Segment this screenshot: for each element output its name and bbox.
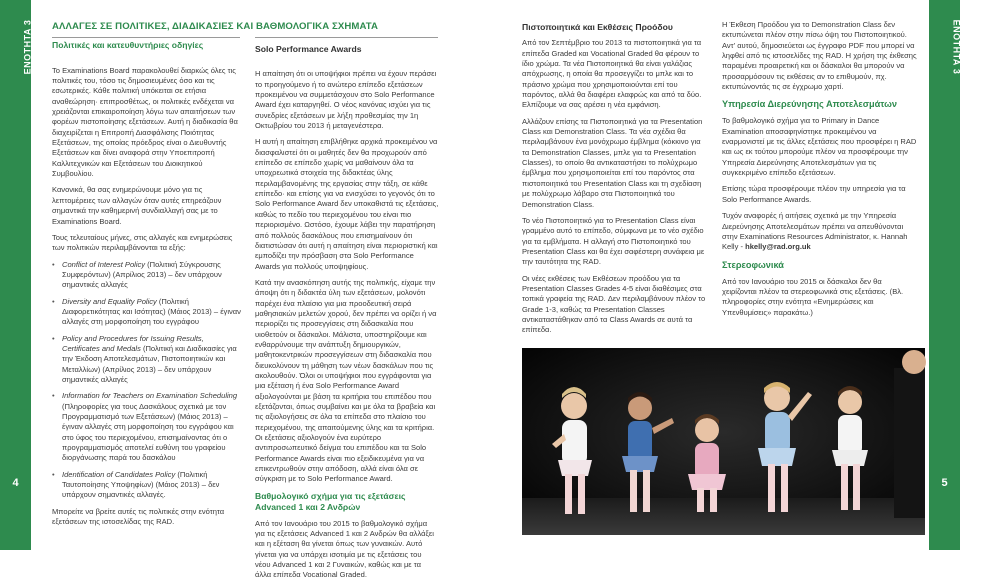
list-item: • Policy and Procedures for Issuing Results, Certificates and Medals (Πολιτική και Διαδικασίες για την Έκδοση Αποτελεσμάτων, Πιστοποιητικών και Μεταλλίων) (Απρίλιος 2013) – δεν υπάρχουν σημαντικές αλλαγές xyxy=(52,334,242,386)
paragraph: Οι νέες εκθέσεις των Εκθέσεων προόδου για τα Presentation Classes Grades 4-5 είναι διαθέσιμες στα τοπικά γραφεία της RAD. Δεν περιλαμβάνουν πλέον το Grade 1-3, καθώς τα Presentation Classes αντικαταστάθηκαν από τα Class Awards σε αυτά τα επίπεδα. xyxy=(522,273,706,335)
list-item: • Information for Teachers on Examination Scheduling (Πληροφορίες για τους Δασκάλους σχετικά με τον Προγραμματισμό των Εξετάσεων) (Μάιος 2013) – έγιναν αλλαγές στη μορφοποίηση του εγγράφου και στο ύφος του περιεχομένου, επισημαίνοντας ότι ο προγραμματισμός αποτελεί ευθύνη του γραφείου διοργάνωσης παρά του δασκάλου xyxy=(52,391,242,463)
paragraph: Η Έκθεση Προόδου για το Demonstration Class δεν εκτυπώνεται πλέον στην πίσω όψη του Πιστοποιητικού. Αντ' αυτού, δημοσιεύεται ως έγγραφο PDF που μπορεί να ληφθεί από τις ιστοσελίδες της RAD. Η χρήση της έκθεσης παραμένει προαιρετική και οι δάσκαλοι θα μπορούν να προσαρμόσουν τις εκθέσεις αν το επιθυμούν, πχ. εκτυπώνοντάς τις σε έγχρωμο χαρτί. xyxy=(722,20,917,92)
paragraph: Το Examinations Board παρακολουθεί διαρκώς όλες τις πολιτικές του, τόσο τις δημοσιευμένες όσο και τις εσωτερικές. Κάθε πολιτική υπόκειται σε ετήσια αναθεώρηση· επιπροσθέτως, οι πολιτικές ενδέχεται να χρειάζονται επικαιροποίηση λόγω των απαιτήσεων των φορέων πιστοποίησης εξετάσεων. Αυτή η διαδικασία θα διαχειρίζεται η Επιτροπή Διασφάλισης Ποιότητας Εξετάσεων, της οποίας πρόεδρος είναι ο Διευθυντής Εξετάσεων και δίνει αναφορά στην Υποεπιτροπή Καλλιτεχνικών και Εξετάσεων του Διοικητικού Συμβουλίου. xyxy=(52,65,238,179)
paragraph: Από τον Ιανουάριο του 2015 το βαθμολογικό σχήμα για τις εξετάσεις Advanced 1 και 2 Ανδρών θα αλλάξει και η εξέταση θα γίνεται όπως των γυναικών. Αυτό γίνεται για να υπάρχει ισοτιμία με τις εξετάσεις του νέου Advanced 1 και 2 Γυναικών, καθώς και με τα άλλα επίπεδα Vocational Graded. xyxy=(255,518,434,580)
policy-list xyxy=(52,260,242,501)
page-number-right: 5 xyxy=(941,477,948,489)
paragraph: Μπορείτε να βρείτε αυτές τις πολιτικές στην ενότητα εξετάσεων της ιστοσελίδας της RAD. xyxy=(52,506,225,527)
section-label-right: ΕΝΟΤΗΤΑ 3 xyxy=(951,19,962,75)
paragraph: Κατά την ανασκόπηση αυτής της πολιτικής, είχαμε την άποψη ότι η διδακτέα ύλη των εξετάσεων, μολονότι παρέχει ένα πλαίσιο για μια προοδευτική σειρά μαθησιακών μελετών χορού, δεν πρέπει να ορίζει ή να περιορίζει τις προσεγγίσεις στη διδασκαλία που υιοθετούν οι δάσκαλοι. Μάλιστα, υποστηρίζουμε και ενθαρρύνουμε την ανάπτυξη δημιουργικών, μαθητοκεντρικών προσεγγίσεων στη διδασκαλία που διευκολύνουν τη μάθηση των νέων δασκάλων που τις ακολουθούν. Όλοι οι υποψήφιοι που εγγράφονται για μια εξέταση ή ένα Solo Performance Award αξιολογούνται με βάση τα κριτήρια του επιπέδου που εξετάζονται, όπως συμβαίνει και με όλα τα βραβεία και τις αξιολογήσεις σε όλα τα επίπεδα στο πλαίσιο του περιεχομένου, της απαιτούμενης ύλης και τα κριτήρια. Οι εξετάσεις αξιολογούν ένα ευρύτερο αντιπροσωπευτικό δείγμα του επιπέδου και τα Solo Performance Awards είναι πιο εξειδικευμένα για να επικεντρωθούν στην απόδοση, αλλά είναι όλα σε σύγκριση με το Solo Performance Award. xyxy=(255,277,437,484)
paragraph: Κανονικά, θα σας ενημερώνουμε μόνο για τις λεπτομέρειες των αλλαγών όταν αυτές επηρεάζουν σημαντικά την καθημερινή συνδιαλλαγή σας με το Examinations Board. xyxy=(52,185,222,226)
section-heading-policies: Πολιτικές και κατευθυντήριες οδηγίες xyxy=(52,40,204,51)
paragraph: Το νέο Πιστοποιητικό για το Presentation Class είναι γραμμένο αυτό το επίπεδο, σύμφωνα με το νέο σχέδιο για τα εμβλήματα. Η αλλαγή στο Πιστοποιητικό του Presentation Class και θα έχει σαφέστερη συνάφεια με την ταυτότητα της RAD. xyxy=(522,215,705,267)
page-number-left: 4 xyxy=(12,477,19,489)
column-solo-awards xyxy=(255,44,439,587)
paragraph: Από τον Σεπτέμβριο του 2013 τα πιστοποιητικά για τα επίπεδα Graded και Vocational Graded θα φέρουν το ίδιο χρώμα. Τα νέα Πιστοποιητικά θα είναι γαλάζιας απόχρωσης, η οποία θα προσεγγίζει το μπλε και το πράσινο χρώμα που χρησιμοποιούνται επί του παρόντος, αλλά θα διαφέρει ελαφρώς και από τα δύο. Ελπίζουμε να σας αρέσει η νέα εμφάνιση. xyxy=(522,38,702,110)
paragraph: Από τον Ιανουάριο του 2015 οι δάσκαλοι δεν θα χειρίζονται πλέον τα στερεοφωνικά στις εξετάσεις. (Βλ. πληροφορίες στην ενότητα «Ενημερώσεις και Υπενθυμίσεις» παρακάτω.) xyxy=(722,276,904,317)
paragraph: Τυχόν αναφορές ή αιτήσεις σχετικά με την Υπηρεσία Διερεύνησης Αποτελεσμάτων πρέπει να απευθύνονται στην Examinations Resources Administrator, κ. Hannah Kelly - hkelly@rad.org.uk xyxy=(722,211,908,252)
children-ballet-class-photo-icon xyxy=(522,348,925,535)
section-heading-results-enquiry: Υπηρεσία Διερεύνησης Αποτελεσμάτων xyxy=(722,99,898,110)
paragraph: Το βαθμολογικό σχήμα για το Primary in Dance Examination αποσαφηνίστηκε προκειμένου να εναρμονιστεί με τις άλλες εξετάσεις που προσφέρει η RAD και ως εκ τούτου μπορούμε πλέον να προσφέρουμε την Υπηρεσία Διερεύνησης Αποτελεσμάτων για τις συγκεκριμένο επίπεδο εξετάσεων. xyxy=(722,116,917,178)
section-tab-right xyxy=(929,0,960,550)
email-link[interactable]: hkelly@rad.org.uk xyxy=(745,242,811,252)
list-item: • Diversity and Equality Policy (Πολιτική Διαφορετικότητας και Ισότητας) (Μάιος 2013) – έγιναν αλλαγές στη μορφοποίηση του εγγράφου xyxy=(52,297,242,328)
section-tab-left xyxy=(0,0,31,550)
paragraph: Επίσης τώρα προσφέρουμε πλέον την υπηρεσία για τα Solo Performance Awards. xyxy=(722,184,906,204)
section-heading-certificates: Πιστοποιητικά και Εκθέσεις Προόδου xyxy=(522,22,673,32)
section-heading-advanced: Βαθμολογικό σχήμα για τις εξετάσεις Advanced 1 και 2 Ανδρών xyxy=(255,490,406,512)
paragraph: Η αυτή η απαίτηση επιβλήθηκε αρχικά προκειμένου να διασφαλιστεί ότι οι μαθητές δεν θα προχωρούν από επίπεδο σε επίπεδο χωρίς να μαθαίνουν όλα τα υποχρεωτικά στοιχεία της διδακτέας ύλης περιλαμβανομένης της εργασίας στην τάξη, σε κάθε επίπεδο· και επίσης για να ενισχύσει το γεγονός ότι το Solo Performance Award δεν υποκαθιστά τις εξετάσεις, καθώς το πεδίο του περιεχομένου του είναι πιο περιορισμένο. Ωστόσο, έχουμε λάβει την παρατήρηση από πολλούς δασκάλους που επισημαίνουν ότι διατιστώσαν ότι αυτή η απαίτηση είναι περιοριστική και εμποδίζει την πρόσβαση στα Solo Performance Awards για πολλούς υποψηφίους. xyxy=(255,137,439,271)
paragraph: Τους τελευταίους μήνες, στις αλλαγές και ενημερώσεις των πολιτικών περιλαμβάνονται τα εξής: xyxy=(52,232,233,253)
section-label-left: ΕΝΟΤΗΤΑ 3 xyxy=(22,19,33,75)
ballet-class-photo xyxy=(522,348,925,535)
list-item: • Identification of Candidates Policy (Πολιτική Ταυτοποίησης Υποψηφίων) (Μάιος 2013) – δεν υπάρχουν σημαντικές αλλαγές. xyxy=(52,470,242,501)
column-certificates xyxy=(522,22,709,342)
paragraph: Αλλάζουν επίσης τα Πιστοποιητικά για τα Presentation Class και Demonstration Class. Τα νέα σχέδια θα περιλαμβάνουν ένα μονόχρωμο έμβλημα (κόκκινο για τα Demonstration Classes, μπλε για τα Presentation Classes), το οποίο θα αντικαταστήσει το πολύχρωμο έμβλημα που χρησιμοποιείται επί του παρόντος στα πιστοποιητικά του Presentation Class και τη σχεδίαση με πολύχρωμο λάβαρο στα Πιστοποιητικά του Demonstration Class. xyxy=(522,116,703,209)
column-results xyxy=(722,20,918,324)
page-title: ΑΛΛΑΓΕΣ ΣΕ ΠΟΛΙΤΙΚΕΣ, ΔΙΑΔΙΚΑΣΙΕΣ ΚΑΙ ΒΑΘΜΟΛΟΓΙΚΑ ΣΧΗΜΑΤΑ xyxy=(52,21,378,32)
list-item: • Conflict of Interest Policy (Πολιτική Σύγκρουσης Συμφερόντων) (Απρίλιος 2013) – δεν υπάρχουν σημαντικές αλλαγές xyxy=(52,260,242,291)
divider-middle xyxy=(255,37,438,38)
section-heading-solo: Solo Performance Awards xyxy=(255,44,362,54)
paragraph: Η απαίτηση ότι οι υποψήφιοι πρέπει να έχουν περάσει το προηγούμενο ή το ανώτερο επίπεδο εξετάσεων προκειμένου να συμμετάσχουν στο Solo Performance Award έχει καταργηθεί. Ο νέος κανόνας ισχύει για τις συνεδρίες εξετάσεων με λήξη προθεσμίας την 1η Οκτωβρίου του 2013 ή μεταγενέστερα. xyxy=(255,69,437,131)
section-heading-stereos: Στερεοφωνικά xyxy=(722,259,784,270)
